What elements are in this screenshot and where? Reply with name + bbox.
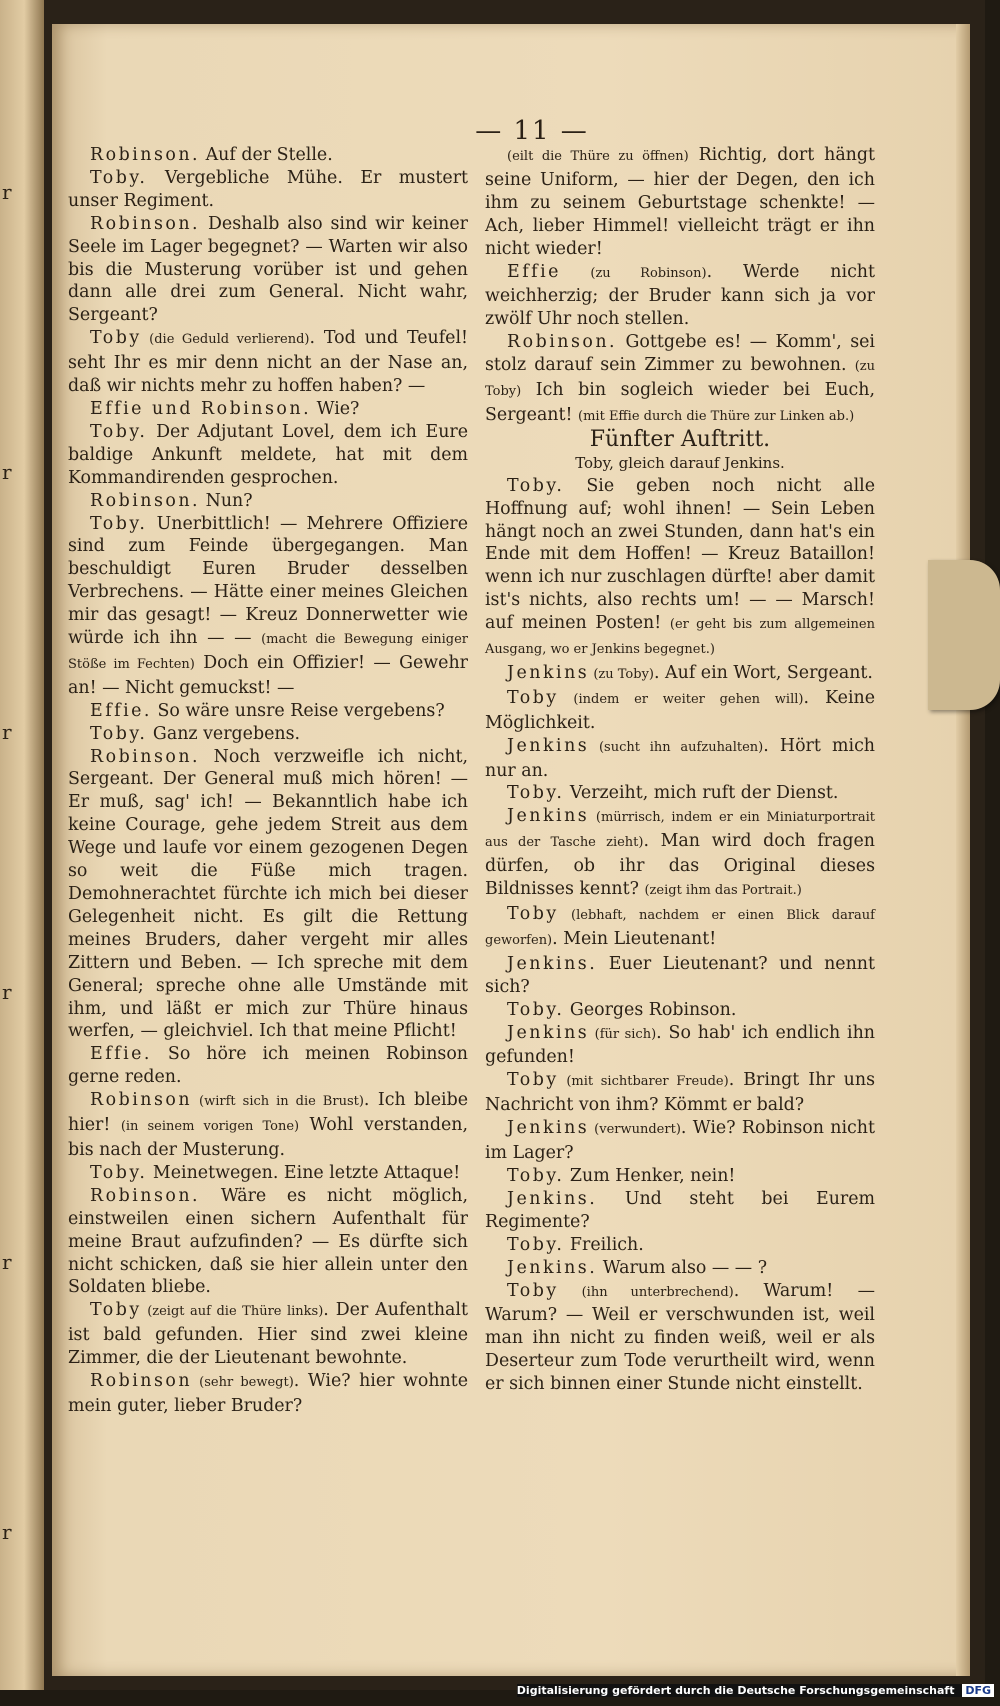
speaker-name: Effie. — [90, 700, 152, 721]
dialogue-paragraph — [68, 1089, 468, 1162]
stage-direction: (zeigt auf die Thüre links) — [141, 1304, 324, 1320]
dialogue-paragraph — [68, 490, 468, 513]
page-tab-marker — [928, 560, 1000, 710]
speaker-name: Robinson. — [90, 145, 201, 165]
speaker-name: Toby. — [90, 421, 148, 442]
dialogue-text: . Warum! — Warum? — Weil er verschwunden ist, weil man ihn nicht zu finden weiß, weil er als Deserteur zum Tode verurtheilt wird, wenn er sich binnen einer Stunde nicht einstellt. — [485, 1280, 875, 1395]
speaker-name: Toby — [507, 1070, 559, 1091]
stage-direction: (in seinem vorigen Tone) — [120, 1119, 300, 1135]
speaker-name: Toby — [90, 1300, 142, 1321]
stage-direction: (zeigt ihm das Portrait.) — [644, 883, 802, 899]
speaker-name: Toby. — [90, 1162, 148, 1183]
dialogue-paragraph — [485, 953, 875, 999]
speaker-name: Toby — [507, 687, 559, 708]
dialogue-paragraph — [485, 1280, 875, 1397]
dialogue-paragraph — [485, 331, 875, 429]
speaker-name: Toby. — [507, 475, 565, 496]
dialogue-paragraph — [485, 662, 875, 687]
dialogue-paragraph — [68, 1299, 468, 1370]
dialogue-text: Vergebliche Mühe. Er mustert unser Regiment. — [68, 167, 468, 211]
speaker-name: Jenkins — [507, 1022, 590, 1043]
speaker-name: Toby. — [507, 783, 565, 804]
dialogue-paragraph — [485, 1234, 875, 1257]
speaker-name: Jenkins. — [507, 953, 598, 974]
speaker-name: Robinson — [90, 1371, 193, 1392]
dialogue-text: Verzeiht, mich ruft der Dienst. — [564, 783, 839, 804]
dialogue-paragraph — [68, 746, 468, 1044]
dialogue-text: . Mein Lieutenant! — [552, 928, 717, 949]
dialogue-text: . Wie? hier wohnte mein guter, lieber Bruder? — [68, 1371, 468, 1416]
dialogue-paragraph — [68, 213, 468, 328]
margin-glyph: r — [2, 720, 12, 744]
stage-direction: (wirft sich in die Brust) — [192, 1094, 364, 1110]
speaker-name: Toby. — [507, 999, 565, 1020]
margin-glyph: r — [2, 1250, 12, 1274]
speaker-name: Robinson. — [90, 213, 201, 234]
stage-direction: (zu Robinson) — [560, 265, 707, 281]
speaker-name: Toby — [507, 1280, 559, 1301]
stage-direction: (für sich) — [589, 1026, 657, 1042]
footer-text: Digitalisierung gefördert durch die Deutsche Forschungsgemeinschaft — [516, 1684, 955, 1697]
dialogue-text: . Keine Möglichkeit. — [485, 687, 875, 733]
dialogue-text: Noch verzweifle ich nicht, Sergeant. Der General muß mich hören! — Er muß, sag' ich! — Bekanntlich habe ich keine Courage, gehe jedem Streit aus dem Wege und laufe vor einem gezogenen Degen so weit die Füße mich tragen. Demohnerachtet fürchte ich mich bei dieser Gelegenheit nicht. Es gilt die Rettung meines Bruders, daher vergeht mir alles Zittern und Beben. — Ich spreche mit dem General; spreche ohne alle Umstände mit ihm, und läßt er mich zur Thüre hinaus werfen, — gleichviel. Ich that meine Pflicht! — [68, 746, 468, 1042]
stage-direction: (verwundert) — [589, 1122, 681, 1138]
speaker-name: Toby — [507, 904, 559, 924]
dialogue-paragraph — [68, 398, 468, 421]
dialogue-paragraph — [68, 1162, 468, 1185]
stage-direction: (indem er weiter gehen will) — [558, 691, 804, 707]
dialogue-text: . Auf ein Wort, Sergeant. — [654, 662, 873, 683]
dialogue-text: Sie geben noch nicht alle Hoffnung auf; wohl ihnen! — Sein Leben hängt noch an zwei Stunden, dann hat's ein Ende mit dem Hoffen! — Kreuz Bataillon! wenn ich nur zuschlagen dürfte! aber damit ist's nichts, also rechts um! — — Marsch! auf meinen Posten! — [485, 475, 875, 634]
right-column-bottom — [485, 475, 875, 1396]
speaker-name: Jenkins — [507, 662, 590, 683]
dialogue-text: . Werde nicht weichherzig; der Bruder kann sich ja vor zwölf Uhr noch stellen. — [485, 261, 875, 330]
dialogue-text: Zum Henker, nein! — [564, 1165, 736, 1186]
dialogue-paragraph — [485, 735, 875, 783]
stage-direction: (die Geduld verlierend) — [141, 332, 310, 348]
stage-direction: (mit sichtbarer Freude) — [558, 1074, 729, 1090]
speaker-name: Toby. — [90, 513, 148, 534]
scene-heading: Fünfter Auftritt. — [589, 426, 771, 452]
dialogue-paragraph — [68, 421, 468, 490]
dialogue-paragraph — [485, 475, 875, 662]
dialogue-text: Wie? — [311, 398, 360, 419]
dialogue-text: Und steht bei Eurem Regimente? — [485, 1188, 875, 1232]
dialogue-text: . Bringt Ihr uns Nachricht von ihm? Kömmt er bald? — [485, 1070, 876, 1116]
speaker-name: Toby — [90, 328, 142, 349]
dialogue-paragraph — [68, 144, 468, 167]
dialogue-paragraph — [68, 327, 468, 398]
dialogue-text: Auf der Stelle. — [200, 145, 333, 165]
margin-glyph: r — [2, 180, 12, 204]
dialogue-text: Unerbittlich! — Mehrere Offiziere sind zum Feinde übergegangen. Man beschuldigt Euren Bruder desselben Verbrechens. — Hätte einer meines Gleichen mir das gesagt! — Kreuz Donnerwetter wie würde ich ihn — — — [68, 513, 468, 649]
dialogue-paragraph — [68, 723, 468, 746]
stage-direction: (macht die Bewegung einiger Stöße im Fechten) — [68, 632, 468, 672]
margin-glyph: r — [2, 980, 12, 1004]
dialogue-text: Wäre es nicht möglich, einstweilen einen sichern Aufenthalt für meine Braut aufzufinden? — Es dürfte sich nicht schicken, daß sie hier allein unter den Soldaten bliebe. — [68, 1185, 468, 1298]
facing-page-edge — [0, 0, 44, 1690]
dialogue-paragraph — [485, 999, 875, 1022]
speaker-name: Toby. — [90, 723, 148, 744]
dialogue-paragraph — [485, 1188, 875, 1234]
scene-subheading: Toby, gleich darauf Jenkins. — [575, 453, 785, 472]
dialogue-text: Warum also — — ? — [597, 1257, 768, 1278]
dialogue-text: So höre ich meinen Robinson gerne reden. — [68, 1044, 468, 1088]
left-text-column — [68, 144, 468, 1418]
dialogue-text: Der Adjutant Lovel, dem ich Eure baldige Ankunft meldete, hat mit dem Kommandirenden gesprochen. — [68, 421, 468, 488]
dialogue-text: Freilich. — [564, 1234, 644, 1255]
stage-direction: (zu Toby) — [485, 359, 875, 400]
dialogue-text: . Man wird doch fragen dürfen, ob ihr das Original dieses Bildnisses kennt? — [485, 831, 875, 900]
speaker-name: Toby. — [507, 1234, 565, 1255]
speaker-name: Robinson. — [90, 746, 201, 767]
speaker-name: Robinson — [90, 1090, 193, 1111]
dialogue-paragraph — [68, 1043, 468, 1089]
dialogue-paragraph — [485, 1117, 875, 1165]
stage-direction: (lebhaft, nachdem er einen Blick darauf geworfen) — [485, 908, 875, 948]
dialogue-paragraph — [485, 805, 875, 903]
page-edge-shadow — [956, 24, 970, 1676]
dfg-logo: DFG — [962, 1684, 994, 1697]
footer-credit — [517, 1684, 994, 1697]
stage-direction: (eilt die Thüre zu öffnen) — [507, 149, 689, 164]
speaker-name: Robinson. — [507, 332, 618, 353]
dialogue-paragraph — [485, 687, 875, 735]
dialogue-paragraph — [68, 167, 468, 213]
speaker-name: Jenkins. — [507, 1257, 598, 1278]
dialogue-text: Ganz vergebens. — [147, 723, 301, 744]
dialogue-paragraph — [68, 1370, 468, 1418]
speaker-name: Robinson. — [90, 1185, 201, 1206]
dialogue-text: . Hört mich nur an. — [485, 735, 876, 781]
speaker-name: Jenkins — [507, 735, 590, 756]
stage-direction: (sucht ihn aufzuhalten) — [589, 739, 764, 755]
speaker-name: Jenkins — [507, 806, 590, 827]
dialogue-paragraph — [485, 1022, 875, 1070]
dialogue-text: Wohl verstanden, bis nach der Musterung. — [68, 1115, 468, 1160]
dialogue-paragraph — [485, 1069, 875, 1117]
dialogue-text: Georges Robinson. — [564, 999, 737, 1020]
dialogue-text: Meinetwegen. Eine letzte Attaque! — [147, 1162, 461, 1183]
dialogue-paragraph — [485, 1165, 875, 1188]
right-column-top — [485, 144, 875, 429]
speaker-name: Jenkins — [507, 1118, 590, 1139]
dialogue-paragraph — [485, 1257, 875, 1280]
stage-direction: (mürrisch, indem er ein Miniaturportrait aus der Tasche zieht) — [485, 810, 875, 851]
dialogue-paragraph — [68, 1185, 468, 1300]
dialogue-text: Ich bin sogleich wieder bei Euch, Sergeant! — [485, 380, 875, 425]
right-text-column — [485, 144, 875, 1396]
stage-direction: (zu Toby) — [589, 666, 654, 682]
speaker-name: Toby. — [507, 1165, 565, 1186]
stage-direction: (mit Effie durch die Thüre zur Linken ab.) — [578, 408, 855, 424]
stage-direction: (er geht bis zum allgemeinen Ausgang, wo er Jenkins begegnet.) — [485, 617, 875, 658]
page-number: — 11 — — [475, 116, 589, 146]
dialogue-text: . Wie? Robinson nicht im Lager? — [485, 1118, 875, 1164]
margin-glyph: r — [2, 1520, 12, 1544]
speaker-name: Effie. — [90, 1044, 152, 1065]
dialogue-paragraph — [68, 513, 468, 700]
dialogue-text: Deshalb also sind wir keiner Seele im Lager begegnet? — Warten wir also bis die Musterung vorüber ist und gehen dann alle drei zum General. Nicht wahr, Sergeant? — [68, 213, 468, 326]
margin-glyph: r — [2, 460, 12, 484]
speaker-name: Toby. — [90, 167, 148, 188]
speaker-name: Effie — [507, 261, 561, 282]
stage-direction: (sehr bewegt) — [192, 1375, 294, 1391]
stage-direction: (ihn unterbrechend) — [558, 1284, 734, 1300]
dialogue-paragraph — [485, 261, 875, 332]
dialogue-text: Euer Lieutenant? und nennt sich? — [485, 953, 875, 997]
dialogue-paragraph — [68, 700, 468, 723]
dialogue-text: . Tod und Teufel! seht Ihr es mir denn nicht an der Nase an, daß wir nichts mehr zu hoffen haben? — — [68, 328, 468, 397]
speaker-name: Jenkins. — [507, 1188, 598, 1209]
speaker-name: Effie und Robinson. — [90, 398, 312, 419]
dialogue-text: . Ich bleibe hier! — [68, 1090, 469, 1136]
dialogue-text: . Der Aufenthalt ist bald gefunden. Hier sind zwei kleine Zimmer, die der Lieutenant bewohnte. — [68, 1300, 468, 1369]
dialogue-paragraph — [485, 144, 875, 261]
dialogue-text: Nun? — [200, 490, 253, 511]
dialogue-text: So wäre unsre Reise vergebens? — [151, 700, 445, 721]
dialogue-text: Doch ein Offizier! — Gewehr an! — Nicht gemuckst! — — [68, 652, 468, 698]
speaker-name: Robinson. — [90, 490, 201, 511]
dialogue-text: Richtig, dort hängt seine Uniform, — hier der Degen, den ich ihm zu seinem Geburtstage schenkte! — Ach, lieber Himmel! vielleicht trägt er ihn nicht wieder! — [485, 145, 876, 259]
dialogue-text: . So hab' ich endlich ihn gefunden! — [485, 1022, 875, 1068]
dialogue-paragraph — [485, 782, 875, 805]
dialogue-text: Gottgebe es! — Komm', sei stolz darauf sein Zimmer zu bewohnen. — [485, 332, 875, 376]
dialogue-paragraph — [485, 903, 875, 953]
